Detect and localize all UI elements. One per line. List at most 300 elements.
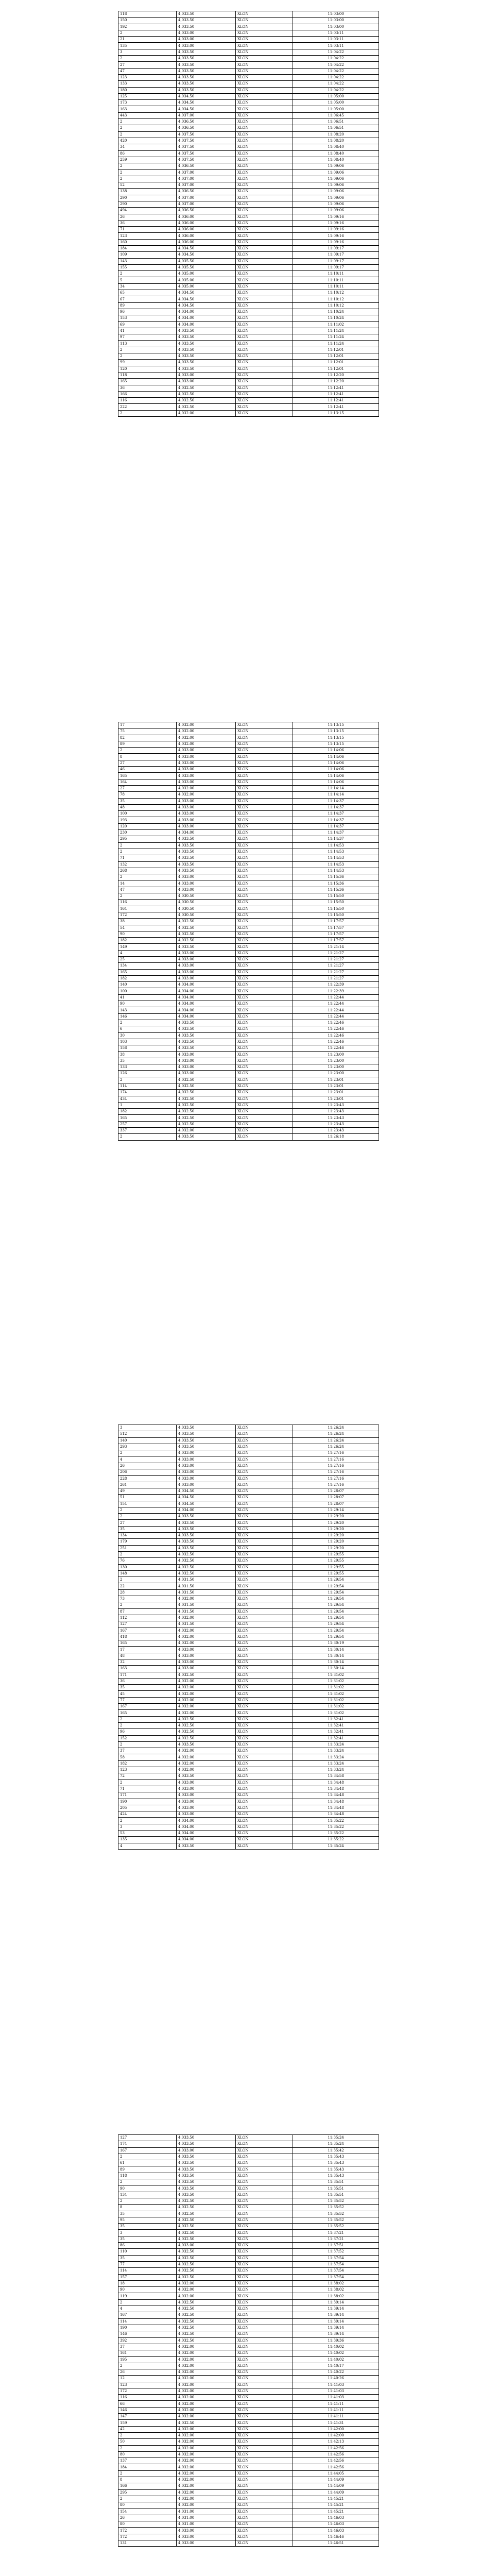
price-cell: 4,032.00 [177, 2414, 236, 2420]
price-cell: 4,033.00 [177, 748, 236, 754]
time-cell: 11:31:02 [293, 1685, 379, 1691]
table-row [118, 391, 379, 397]
price-cell: 4,034.00 [177, 321, 236, 328]
volume-cell: 26 [118, 2369, 177, 2375]
volume-cell: 130 [118, 1564, 177, 1570]
venue-cell: XLON [236, 2274, 293, 2280]
price-cell: 4,033.00 [177, 1799, 236, 1805]
venue-cell: XLON [236, 1716, 293, 1722]
volume-cell: 123 [118, 74, 177, 80]
table-row [118, 1735, 379, 1741]
table-row [118, 2306, 379, 2312]
price-cell: 4,033.50 [177, 1533, 236, 1539]
volume-cell: 140 [118, 1437, 177, 1444]
time-cell: 11:22:46 [293, 1020, 379, 1026]
time-cell: 11:10:11 [293, 271, 379, 277]
table-row [118, 157, 379, 163]
venue-cell: XLON [236, 176, 293, 182]
price-cell: 4,032.50 [177, 2312, 236, 2318]
venue-cell: XLON [236, 1102, 293, 1108]
venue-cell: XLON [236, 341, 293, 347]
table-row [118, 1678, 379, 1684]
time-cell: 11:44:05 [293, 2470, 379, 2477]
table-row [118, 2230, 379, 2236]
venue-cell: XLON [236, 87, 293, 93]
table-row [118, 2388, 379, 2394]
table-row [118, 956, 379, 962]
time-cell: 11:12:20 [293, 372, 379, 378]
price-cell: 4,032.00 [177, 1754, 236, 1760]
table-row [118, 1729, 379, 1735]
table-row [118, 887, 379, 893]
table-row [118, 1469, 379, 1476]
table-row [118, 735, 379, 741]
volume-cell: 26 [118, 1463, 177, 1469]
venue-cell: XLON [236, 24, 293, 30]
price-cell: 4,033.50 [177, 1545, 236, 1551]
venue-cell: XLON [236, 887, 293, 893]
time-cell: 11:21:14 [293, 944, 379, 950]
venue-cell: XLON [236, 1052, 293, 1058]
venue-cell: XLON [236, 2337, 293, 2344]
table-row [118, 1628, 379, 1634]
price-cell: 4,032.50 [177, 2230, 236, 2236]
volume-cell: 153 [118, 315, 177, 321]
volume-cell: 147 [118, 2414, 177, 2420]
time-cell: 11:29:54 [293, 1615, 379, 1621]
time-cell: 11:35:52 [293, 2198, 379, 2204]
volume-cell: 35 [118, 2236, 177, 2242]
table-row [118, 1083, 379, 1089]
time-cell: 11:15:36 [293, 880, 379, 887]
table-row [118, 2439, 379, 2445]
table-row [118, 1431, 379, 1437]
table-row [118, 334, 379, 341]
price-cell: 4,037.50 [177, 157, 236, 163]
price-cell: 4,033.50 [177, 2154, 236, 2160]
table-row [118, 271, 379, 277]
price-cell: 4,033.50 [177, 1514, 236, 1520]
time-cell: 11:09:06 [293, 189, 379, 195]
volume-cell: 35 [118, 1685, 177, 1691]
volume-cell: 37 [118, 1748, 177, 1754]
time-cell: 11:45:21 [293, 2496, 379, 2502]
price-cell: 4,033.00 [177, 760, 236, 766]
time-cell: 11:26:24 [293, 1425, 379, 1431]
price-cell: 4,033.00 [177, 798, 236, 804]
venue-cell: XLON [236, 2521, 293, 2528]
table-row [118, 2280, 379, 2286]
time-cell: 11:31:02 [293, 1672, 379, 1678]
venue-cell: XLON [236, 2451, 293, 2458]
price-cell: 4,032.50 [177, 404, 236, 410]
venue-cell: XLON [236, 1558, 293, 1564]
volume-cell: 4 [118, 2306, 177, 2312]
table-row [118, 1539, 379, 1545]
volume-cell: 76 [118, 1558, 177, 1564]
venue-cell: XLON [236, 233, 293, 239]
price-cell: 4,033.50 [177, 366, 236, 372]
venue-cell: XLON [236, 842, 293, 849]
venue-cell: XLON [236, 2236, 293, 2242]
volume-cell: 80 [118, 2521, 177, 2528]
venue-cell: XLON [236, 2540, 293, 2547]
venue-cell: XLON [236, 1792, 293, 1799]
venue-cell: XLON [236, 201, 293, 207]
volume-cell: 190 [118, 1799, 177, 1805]
venue-cell: XLON [236, 189, 293, 195]
time-cell: 11:28:07 [293, 1501, 379, 1507]
table-row [118, 1685, 379, 1691]
price-cell: 4,032.00 [177, 2432, 236, 2438]
volume-cell: 2 [118, 1514, 177, 1520]
venue-cell: XLON [236, 919, 293, 925]
volume-cell: 160 [118, 239, 177, 245]
volume-cell: 2 [118, 2496, 177, 2502]
venue-cell: XLON [236, 2401, 293, 2407]
venue-cell: XLON [236, 1482, 293, 1488]
volume-cell: 47 [118, 887, 177, 893]
price-cell: 4,032.00 [177, 1628, 236, 1634]
time-cell: 11:22:46 [293, 1045, 379, 1052]
price-cell: 4,032.50 [177, 2268, 236, 2274]
table-row [118, 1109, 379, 1115]
table-row [118, 2147, 379, 2154]
table-row [118, 728, 379, 735]
time-cell: 11:29:20 [293, 1520, 379, 1526]
time-cell: 11:09:06 [293, 170, 379, 176]
volume-cell: 182 [118, 975, 177, 981]
price-cell: 4,033.00 [177, 1052, 236, 1058]
price-cell: 4,031.50 [177, 1583, 236, 1589]
price-cell: 4,031.50 [177, 1602, 236, 1608]
venue-cell: XLON [236, 2318, 293, 2325]
volume-cell: 159 [118, 2420, 177, 2426]
price-cell: 4,033.50 [177, 1425, 236, 1431]
price-cell: 4,034.50 [177, 302, 236, 309]
venue-cell: XLON [236, 2249, 293, 2255]
table-row [118, 2293, 379, 2299]
venue-cell: XLON [236, 2141, 293, 2147]
time-cell: 11:23:43 [293, 1102, 379, 1108]
price-cell: 4,033.00 [177, 1482, 236, 1488]
volume-cell: 48 [118, 1653, 177, 1659]
volume-cell: 167 [118, 2312, 177, 2318]
volume-cell: 192 [118, 24, 177, 30]
price-cell: 4,032.50 [177, 1735, 236, 1741]
venue-cell: XLON [236, 1773, 293, 1780]
table-row [118, 1786, 379, 1792]
price-cell: 4,033.50 [177, 347, 236, 353]
price-cell: 4,033.50 [177, 81, 236, 87]
time-cell: 11:14:06 [293, 754, 379, 760]
time-cell: 11:11:24 [293, 341, 379, 347]
price-cell: 4,032.50 [177, 2420, 236, 2426]
venue-cell: XLON [236, 773, 293, 779]
venue-cell: XLON [236, 1640, 293, 1647]
venue-cell: XLON [236, 321, 293, 328]
venue-cell: XLON [236, 360, 293, 366]
time-cell: 11:35:43 [293, 2173, 379, 2179]
volume-cell: 38 [118, 1052, 177, 1058]
table-row [118, 2217, 379, 2223]
volume-cell: 140 [118, 982, 177, 988]
table-row [118, 1456, 379, 1463]
price-cell: 4,032.50 [177, 391, 236, 397]
venue-cell: XLON [236, 2205, 293, 2211]
venue-cell: XLON [236, 1121, 293, 1127]
volume-cell: 134 [118, 1533, 177, 1539]
volume-cell: 3 [118, 1425, 177, 1431]
price-cell: 4,032.50 [177, 2249, 236, 2255]
venue-cell: XLON [236, 722, 293, 728]
time-cell: 11:35:42 [293, 2147, 379, 2154]
venue-cell: XLON [236, 1653, 293, 1659]
time-cell: 11:39:14 [293, 2325, 379, 2331]
price-cell: 4,037.00 [177, 201, 236, 207]
time-cell: 11:14:53 [293, 849, 379, 855]
price-cell: 4,032.00 [177, 2382, 236, 2388]
venue-cell: XLON [236, 1109, 293, 1115]
table-row [118, 11, 379, 18]
volume-cell: 110 [118, 2249, 177, 2255]
table-row [118, 1533, 379, 1539]
price-cell: 4,033.00 [177, 1456, 236, 1463]
price-cell: 4,033.50 [177, 353, 236, 360]
trade-table-4 [118, 2134, 379, 2547]
price-cell: 4,032.50 [177, 931, 236, 937]
time-cell: 11:41:11 [293, 2414, 379, 2420]
price-cell: 4,033.50 [177, 334, 236, 341]
time-cell: 11:39:14 [293, 2312, 379, 2318]
table-row [118, 811, 379, 817]
table-row [118, 2198, 379, 2204]
venue-cell: XLON [236, 2230, 293, 2236]
table-row [118, 2521, 379, 2528]
table-row [118, 1020, 379, 1026]
volume-cell: 127 [118, 1621, 177, 1628]
time-cell: 11:14:14 [293, 785, 379, 791]
table-row [118, 906, 379, 912]
time-cell: 11:26:24 [293, 1437, 379, 1444]
table-row [118, 849, 379, 855]
venue-cell: XLON [236, 1824, 293, 1830]
time-cell: 11:29:55 [293, 1558, 379, 1564]
volume-cell: 148 [118, 1570, 177, 1577]
table-row [118, 2369, 379, 2375]
venue-cell: XLON [236, 290, 293, 296]
volume-cell: 99 [118, 360, 177, 366]
table-row [118, 1558, 379, 1564]
venue-cell: XLON [236, 1507, 293, 1513]
time-cell: 11:41:03 [293, 2388, 379, 2394]
volume-cell: 146 [118, 2331, 177, 2337]
venue-cell: XLON [236, 2496, 293, 2502]
venue-cell: XLON [236, 366, 293, 372]
price-cell: 4,033.00 [177, 1659, 236, 1665]
volume-cell: 157 [118, 2274, 177, 2280]
time-cell: 11:08:40 [293, 150, 379, 157]
volume-cell: 2 [118, 2299, 177, 2306]
table-row [118, 2268, 379, 2274]
table-row [118, 56, 379, 62]
table-row [118, 1659, 379, 1665]
venue-cell: XLON [236, 804, 293, 810]
volume-cell: 48 [118, 804, 177, 810]
venue-cell: XLON [236, 2464, 293, 2470]
time-cell: 11:30:19 [293, 1640, 379, 1647]
time-cell: 11:21:27 [293, 963, 379, 969]
table-row [118, 347, 379, 353]
time-cell: 11:35:22 [293, 1837, 379, 1843]
price-cell: 4,034.00 [177, 1007, 236, 1013]
volume-cell: 337 [118, 1128, 177, 1134]
table-row [118, 119, 379, 125]
price-cell: 4,032.50 [177, 2261, 236, 2267]
time-cell: 11:27:16 [293, 1469, 379, 1476]
venue-cell: XLON [236, 767, 293, 773]
time-cell: 11:21:27 [293, 969, 379, 975]
time-cell: 11:46:46 [293, 2534, 379, 2540]
venue-cell: XLON [236, 56, 293, 62]
venue-cell: XLON [236, 1032, 293, 1039]
table-row [118, 1704, 379, 1710]
venue-cell: XLON [236, 2489, 293, 2496]
venue-cell: XLON [236, 11, 293, 18]
table-row [118, 1115, 379, 1121]
volume-cell: 25 [118, 956, 177, 962]
time-cell: 11:27:16 [293, 1450, 379, 1456]
table-row [118, 963, 379, 969]
volume-cell: 2 [118, 410, 177, 416]
price-cell: 4,033.00 [177, 2243, 236, 2249]
time-cell: 11:06:45 [293, 112, 379, 118]
time-cell: 11:41:11 [293, 2407, 379, 2413]
venue-cell: XLON [236, 1450, 293, 1456]
time-cell: 11:35:43 [293, 2160, 379, 2166]
venue-cell: XLON [236, 1128, 293, 1134]
time-cell: 11:39:14 [293, 2318, 379, 2325]
volume-cell: 53 [118, 1831, 177, 1837]
venue-cell: XLON [236, 1678, 293, 1684]
table-row [118, 2243, 379, 2249]
price-cell: 4,036.50 [177, 208, 236, 214]
price-cell: 4,032.50 [177, 1570, 236, 1577]
table-row [118, 1773, 379, 1780]
table-row [118, 722, 379, 728]
price-cell: 4,032.00 [177, 1640, 236, 1647]
table-row [118, 372, 379, 378]
time-cell: 11:26:18 [293, 1134, 379, 1140]
venue-cell: XLON [236, 1083, 293, 1089]
venue-cell: XLON [236, 906, 293, 912]
price-cell: 4,033.50 [177, 49, 236, 55]
volume-cell: 2 [118, 131, 177, 138]
price-cell: 4,033.50 [177, 2141, 236, 2147]
price-cell: 4,033.00 [177, 372, 236, 378]
price-cell: 4,033.00 [177, 1064, 236, 1071]
table-row [118, 341, 379, 347]
price-cell: 4,034.50 [177, 1501, 236, 1507]
price-cell: 4,033.50 [177, 328, 236, 334]
time-cell: 11:29:54 [293, 1628, 379, 1634]
price-cell: 4,030.50 [177, 906, 236, 912]
venue-cell: XLON [236, 1495, 293, 1501]
time-cell: 11:13:15 [293, 728, 379, 735]
time-cell: 11:39:36 [293, 2337, 379, 2344]
price-cell: 4,032.00 [177, 1691, 236, 1697]
venue-cell: XLON [236, 2147, 293, 2154]
table-row [118, 1831, 379, 1837]
price-cell: 4,033.00 [177, 37, 236, 43]
table-row [118, 309, 379, 315]
table-row [118, 1476, 379, 1482]
volume-cell: 114 [118, 2318, 177, 2325]
table-row [118, 1501, 379, 1507]
time-cell: 11:08:40 [293, 157, 379, 163]
price-cell: 4,036.50 [177, 189, 236, 195]
table-row [118, 1577, 379, 1583]
volume-cell: 137 [118, 2458, 177, 2464]
time-cell: 11:10:24 [293, 315, 379, 321]
table-row [118, 150, 379, 157]
table-row [118, 1064, 379, 1071]
venue-cell: XLON [236, 1045, 293, 1052]
table-row [118, 1071, 379, 1077]
volume-cell: 2 [118, 1507, 177, 1513]
venue-cell: XLON [236, 969, 293, 975]
table-row [118, 741, 379, 747]
venue-cell: XLON [236, 1843, 293, 1849]
venue-cell: XLON [236, 1007, 293, 1013]
volume-cell: 2 [118, 1450, 177, 1456]
volume-cell: 8 [118, 754, 177, 760]
volume-cell: 69 [118, 321, 177, 328]
price-cell: 4,032.00 [177, 2376, 236, 2382]
time-cell: 11:23:01 [293, 1083, 379, 1089]
price-cell: 4,034.00 [177, 994, 236, 1001]
volume-cell: 36 [118, 385, 177, 391]
price-cell: 4,033.50 [177, 1526, 236, 1532]
time-cell: 11:09:06 [293, 208, 379, 214]
time-cell: 11:23:43 [293, 1121, 379, 1127]
price-cell: 4,033.50 [177, 1431, 236, 1437]
venue-cell: XLON [236, 1058, 293, 1064]
volume-cell: 138 [118, 189, 177, 195]
table-row [118, 1545, 379, 1551]
table-row [118, 2528, 379, 2534]
time-cell: 11:14:14 [293, 792, 379, 798]
volume-cell: 135 [118, 43, 177, 49]
volume-cell: 2 [118, 849, 177, 855]
volume-cell: 2 [118, 2432, 177, 2438]
venue-cell: XLON [236, 2502, 293, 2509]
time-cell: 11:35:52 [293, 2224, 379, 2230]
time-cell: 11:40:02 [293, 2344, 379, 2350]
price-cell: 4,032.00 [177, 722, 236, 728]
venue-cell: XLON [236, 1551, 293, 1557]
time-cell: 11:33:24 [293, 1767, 379, 1773]
price-cell: 4,033.50 [177, 1539, 236, 1545]
volume-cell: 2 [118, 2179, 177, 2185]
volume-cell: 424 [118, 1811, 177, 1818]
venue-cell: XLON [236, 975, 293, 981]
time-cell: 11:41:11 [293, 2401, 379, 2407]
volume-cell: 434 [118, 1096, 177, 1102]
venue-cell: XLON [236, 1456, 293, 1463]
volume-cell: 89 [118, 2166, 177, 2173]
price-cell: 4,033.00 [177, 767, 236, 773]
